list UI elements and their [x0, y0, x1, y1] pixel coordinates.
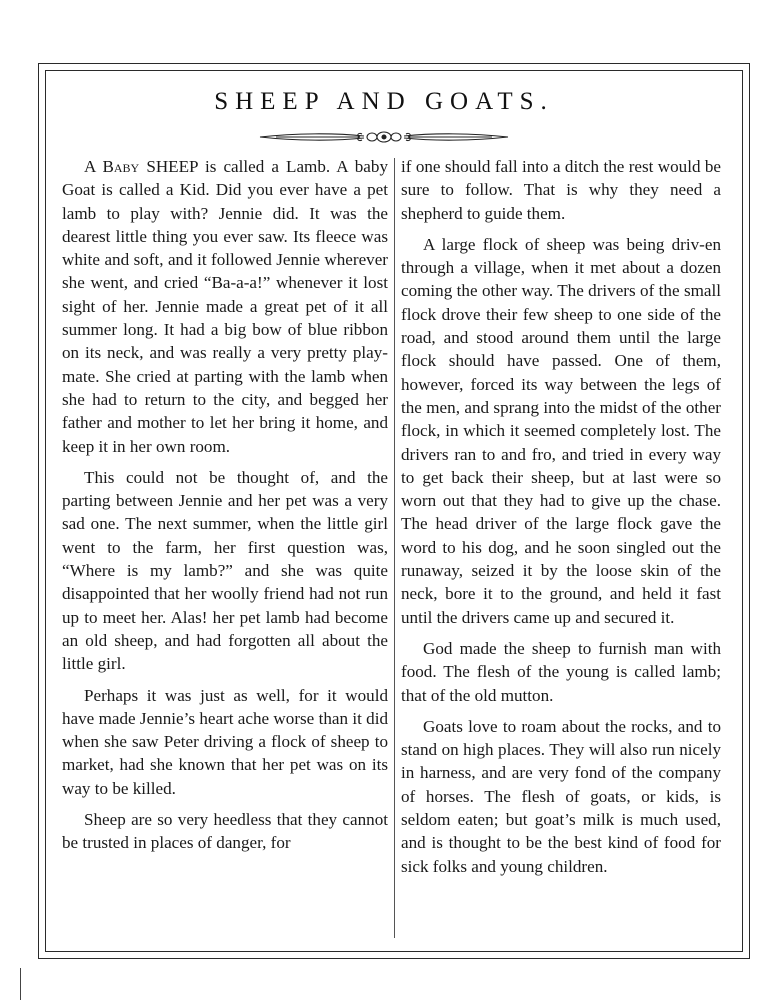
- column-divider: [394, 158, 395, 938]
- intro-smallcaps: Baby: [102, 157, 140, 176]
- paragraph-goats: Goats love to roam about the rocks, and to stand on high places. They will also run nicely in harness, and are very fond of the company of horses. The flesh of goats, or kids, is seldom eaten; but goat’s milk is much used, and is thought to be the best kind of food for sick folks and young children.: [401, 716, 721, 876]
- paragraph-intro: [62, 155, 388, 458]
- paragraph-heedless: Sheep are so very heedless that they cannot be trusted in places of danger, for: [62, 810, 388, 853]
- intro-text: SHEEP is called a Lamb. A baby Goat is called a Kid. Did you ever have a pet lamb to play with? Jennie did. It was the dearest little thing you ever saw. Its fleece was white and soft, and it followed Jennie wherever she went, and cried “Ba-a-a!” whenever it lost sight of her. Jennie made a great pet of it all summer long. It had a big bow of blue ribbon on its neck, and was really a very pretty play-mate. She cried at parting with the lamb when she had to return to the city, and begged her father and mother to let her bring it home, and keep it in her own room.: [62, 157, 388, 456]
- page-edge-mark: [20, 968, 21, 1000]
- article-title: SHEEP AND GOATS.: [214, 88, 554, 115]
- paragraph-parting: This could not be thought of, and the parting between Jennie and her pet was a very sad one. The next summer, when the little girl went to the farm, her first question was, “Where is my lamb?” and she was quite disappointed that her woolly friend had not run up to meet her. Alas! her pet lamb had become an old sheep, and had forgotten all about the little girl.: [62, 467, 388, 674]
- right-column: [401, 155, 721, 886]
- left-column: [62, 155, 388, 863]
- title-ornament-icon: [256, 128, 512, 146]
- paragraph-heedless-continued: if one should fall into a ditch the rest would be sure to follow. That is why they need a shepherd to guide them.: [401, 157, 721, 223]
- paragraph-perhaps: Perhaps it was just as well, for it would have made Jennie’s heart ache worse than it did when she saw Peter driving a flock of sheep to market, had she known that her pet was on its way to be killed.: [62, 685, 388, 798]
- intro-first-word: A: [84, 157, 96, 176]
- paragraph-food: God made the sheep to furnish man with food. The flesh of the young is called lamb; that of the old mutton.: [401, 638, 721, 705]
- paragraph-large-flock: A large flock of sheep was being driv-en through a village, when it met about a dozen coming the other way. The drivers of the small flock drove their few sheep to one side of the road, and stood around them until the large flock should have passed. One of them, however, forced its way between the legs of the men, and sprang into the midst of the other flock, in which it seemed completely lost. The drivers ran to and fro, and tried in every way to get back their sheep, but at last were so worn out that they had to give up the chase. The head driver of the large flock gave the word to his dog, and he soon singled out the runaway, seized it by the loose skin of the neck, bore it to the ground, and held it fast until the drivers came up and secured it.: [401, 234, 721, 627]
